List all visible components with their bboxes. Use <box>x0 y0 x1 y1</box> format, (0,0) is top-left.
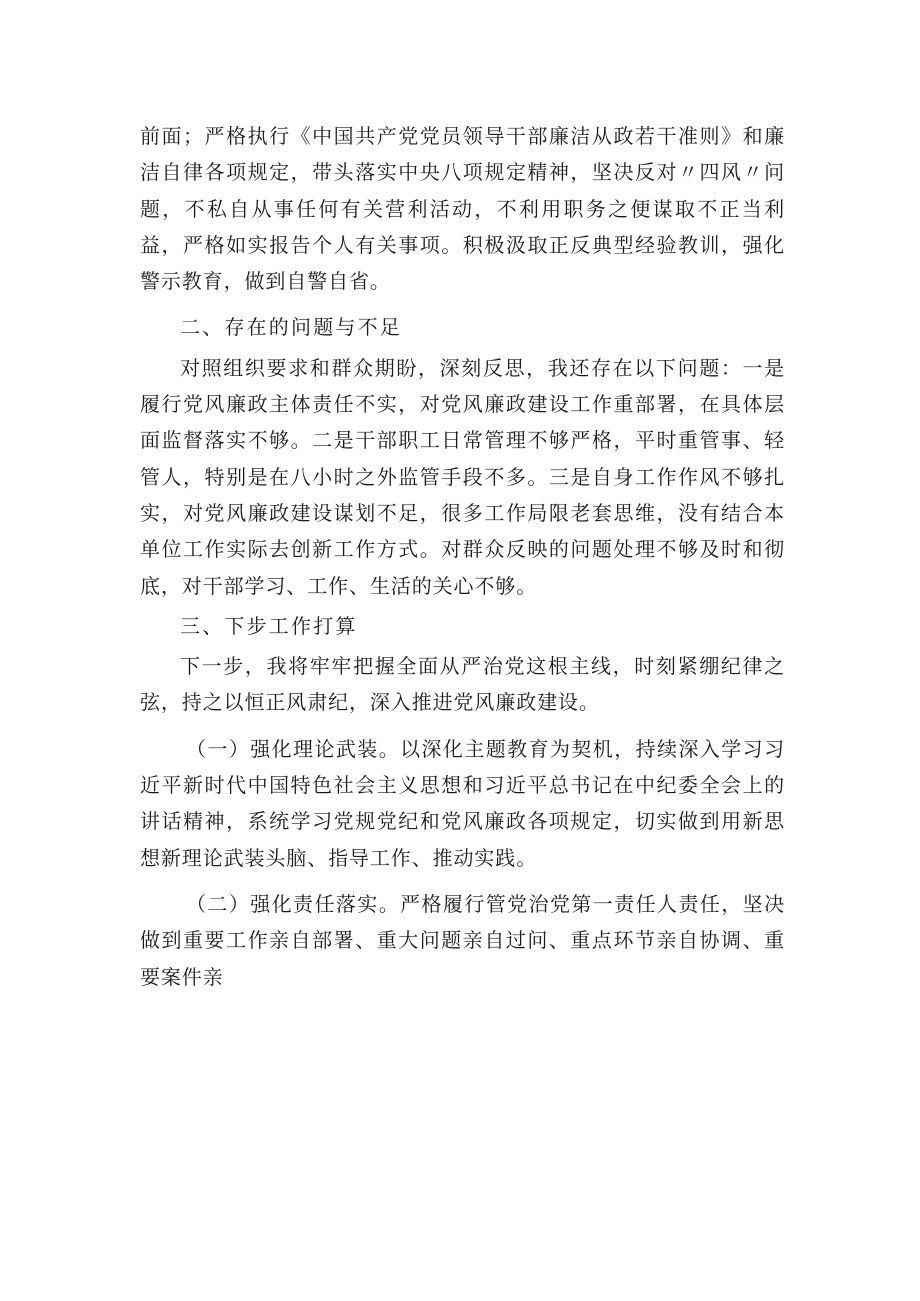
paragraph-theory-arming: （一）强化理论武装。以深化主题教育为契机，持续深入学习习近平新时代中国特色社会主义思想和习近平总书记在中纪委全会上的讲话精神，系统学习党规党纪和党风廉政各项规定，切实做到用新思想新理论武装头脑、指导工作、推动实践。 <box>140 736 785 870</box>
paragraph-integrity-rules: 前面；严格执行《中国共产党党员领导干部廉洁从政若干准则》和廉洁自律各项规定，带头落实中央八项规定精神，坚决反对〃四风〃问题，不私自从事任何有关营利活动，不利用职务之便谋取不正当利益，严格如实报告个人有关事项。积极汲取正反典型经验教训，强化警示教育，做到自警自省。 <box>140 124 785 294</box>
document-page <box>140 118 785 995</box>
section-heading-next-steps: 三、下步工作打算 <box>180 613 358 638</box>
paragraph-responsibility: （二）强化责任落实。严格履行管党治党第一责任人责任，坚决做到重要工作亲自部署、重大问题亲自过问、重点环节亲自协调、重要案件亲 <box>140 891 785 989</box>
paragraph-next-steps-intro: 下一步，我将牢牢把握全面从严治党这根主线，时刻紧绷纪律之弦，持之以恒正风肃纪，深入推进党风廉政建设。 <box>140 654 785 715</box>
paragraph-problems: 对照组织要求和群众期盼，深刻反思，我还存在以下问题：一是履行党风廉政主体责任不实，对党风廉政建设工作重部署，在具体层面监督落实不够。二是干部职工日常管理不够严格，平时重管事、轻管人，特别是在八小时之外监管手段不多。三是自身工作作风不够扎实，对党风廉政建设谋划不足，很多工作局限老套思维，没有结合本单位工作实际去创新工作方式。对群众反映的问题处理不够及时和彻底，对干部学习、工作、生活的关心不够。 <box>140 355 785 598</box>
section-heading-problems: 二、存在的问题与不足 <box>180 315 402 340</box>
